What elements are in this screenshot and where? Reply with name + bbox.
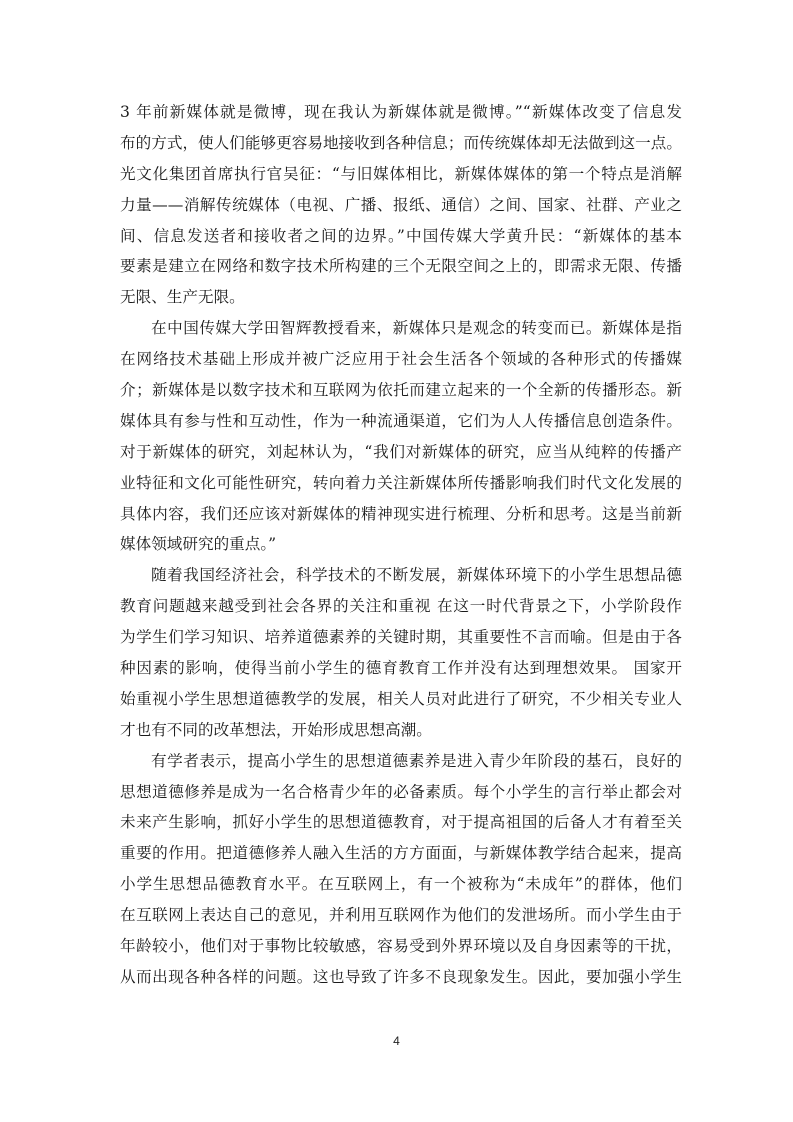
text-line: 教育问题越来越受到社会各界的关注和重视 在这一时代背景之下，小学阶段作 — [120, 597, 682, 616]
text-line: 小学生思想品德教育水平。在互联网上，有一个被称为“未成年”的群体，他们 — [120, 875, 682, 894]
page-number: 4 — [393, 1034, 400, 1048]
text-line: 有学者表示，提高小学生的思想道德素养是进入青少年阶段的基石，良好的 — [151, 751, 682, 770]
text-line: 光文化集团首席执行官吴征：“与旧媒体相比，新媒体媒体的第一个特点是消解 — [120, 164, 682, 183]
paragraph-3 — [120, 560, 682, 745]
text-line: 在中国传媒大学田智辉教授看来，新媒体只是观念的转变而已。新媒体是指 — [151, 319, 682, 338]
paragraph-4 — [120, 746, 682, 993]
text-line: 重要的作用。把道德修养人融入生活的方方面面，与新媒体教学结合起来，提高 — [120, 844, 682, 863]
text-line: 在互联网上表达自己的意见，并利用互联网作为他们的发泄场所。而小学生由于 — [120, 906, 682, 925]
text-line: 介；新媒体是以数字技术和互联网为依托而建立起来的一个全新的传播形态。新 — [120, 381, 682, 400]
text-line: 从而出现各种各样的问题。这也导致了许多不良现象发生。因此，要加强小学生 — [120, 967, 682, 986]
text-line: 媒体具有参与性和互动性，作为一种流通渠道，它们为人人传播信息创造条件。 — [120, 411, 682, 430]
paragraph-2 — [120, 313, 682, 560]
text-line: 种因素的影响，使得当前小学生的德育教育工作并没有达到理想效果。 国家开 — [120, 659, 682, 678]
text-line: 为学生们学习知识、培养道德素养的关键时期，其重要性不言而喻。但是由于各 — [120, 628, 682, 647]
text-line: 媒体领域研究的重点。” — [120, 535, 277, 554]
body-text — [120, 97, 682, 993]
paragraph-1 — [120, 97, 682, 313]
text-line: 随着我国经济社会，科学技术的不断发展，新媒体环境下的小学生思想品德 — [151, 566, 682, 585]
text-line: 才也有不同的改革想法，开始形成思想高潮。 — [120, 720, 432, 739]
text-line: 无限、生产无限。 — [120, 288, 245, 307]
text-line: 未来产生影响，抓好小学生的思想道德教育，对于提高祖国的后备人才有着至关 — [120, 813, 682, 832]
text-line: 业特征和文化可能性研究，转向着力关注新媒体所传播影响我们时代文化发展的 — [120, 473, 682, 492]
text-line: 要素是建立在网络和数字技术所构建的三个无限空间之上的，即需求无限、传播 — [120, 257, 682, 276]
text-line: 布的方式，使人们能够更容易地接收到各种信息；而传统媒体却无法做到这一点。 — [120, 133, 682, 152]
text-line: 年龄较小，他们对于事物比较敏感，容易受到外界环境以及自身因素等的干扰， — [120, 937, 682, 956]
text-line: 思想道德修养是成为一名合格青少年的必备素质。每个小学生的言行举止都会对 — [120, 782, 682, 801]
text-line: 对于新媒体的研究，刘起林认为，“我们对新媒体的研究，应当从纯粹的传播产 — [120, 442, 682, 461]
text-line: 始重视小学生思想道德教学的发展，相关人员对此进行了研究，不少相关专业人 — [120, 689, 682, 708]
text-line: 间、信息发送者和接收者之间的边界。”中国传媒大学黄升民：“新媒体的基本 — [120, 226, 682, 245]
text-line: 具体内容，我们还应该对新媒体的精神现实进行梳理、分析和思考。这是当前新 — [120, 504, 682, 523]
text-line: 在网络技术基础上形成并被广泛应用于社会生活各个领域的各种形式的传播媒 — [120, 350, 682, 369]
text-line: 3 年前新媒体就是微博，现在我认为新媒体就是微博。”“新媒体改变了信息发 — [120, 103, 682, 121]
text-line: 力量——消解传统媒体（电视、广播、报纸、通信）之间、国家、社群、产业之 — [120, 195, 682, 214]
